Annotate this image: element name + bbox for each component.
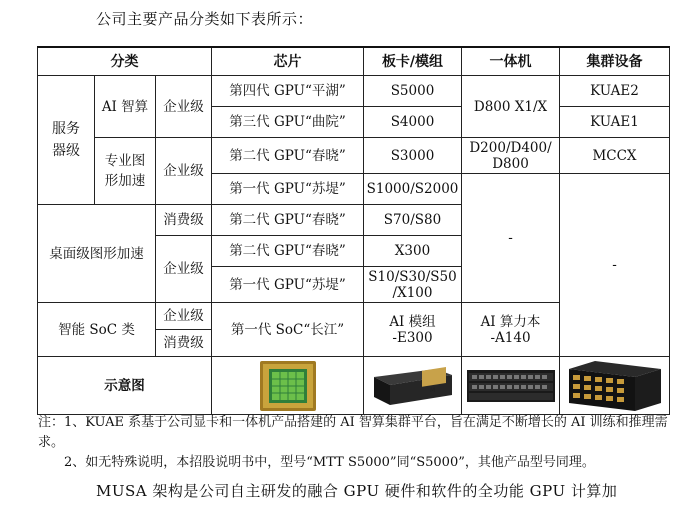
- footnote-2: 2、如无特殊说明，本招股说明书中，型号“MTT S5000”同“S5000”，其他产品型号同理。: [64, 455, 595, 470]
- aio-cell: D200/D400/ D800: [462, 138, 560, 174]
- cluster-cell: KUAE1: [560, 107, 670, 138]
- aio-image: [462, 357, 560, 415]
- board-cell: S4000: [364, 107, 462, 138]
- intro-text: 公司主要产品分类如下表所示：: [96, 10, 314, 28]
- chip-cell: 第二代 GPU“春晓”: [212, 236, 364, 267]
- chip-cell: 第二代 GPU“春晓”: [212, 138, 364, 174]
- table-row: [38, 138, 670, 174]
- cat-enterprise: 企业级: [156, 236, 212, 303]
- diagram-row: [38, 357, 670, 415]
- board-cell: S5000: [364, 76, 462, 107]
- chip-cell: 第三代 GPU“曲院”: [212, 107, 364, 138]
- cluster-cell: -: [560, 174, 670, 357]
- cat-consumer: 消费级: [156, 330, 212, 357]
- cluster-image: [560, 357, 670, 415]
- chip-cell: 第一代 GPU“苏堤”: [212, 174, 364, 205]
- aio-cell: D800 X1/X: [462, 76, 560, 138]
- chip-cell: 第一代 SoC“长江”: [212, 303, 364, 357]
- cat-enterprise: 企业级: [156, 303, 212, 330]
- cat-consumer: 消费级: [156, 205, 212, 236]
- board-cell: AI 模组 -E300: [364, 303, 462, 357]
- board-cell: S10/S30/S50 /X100: [364, 267, 462, 303]
- server-image: [465, 366, 557, 406]
- cat-desktop: 桌面级图形加速: [38, 205, 156, 303]
- board-cell: S3000: [364, 138, 462, 174]
- cluster-cell: MCCX: [560, 138, 670, 174]
- header-category: 分类: [38, 47, 212, 76]
- board-cell: S70/S80: [364, 205, 462, 236]
- gpu-chip-image: [254, 359, 322, 413]
- header-aio: 一体机: [462, 47, 560, 76]
- cat-server: 服务器级: [38, 76, 95, 205]
- cat-ai-compute: AI 智算: [95, 76, 156, 138]
- chip-image: [212, 357, 364, 415]
- header-row: [38, 47, 670, 76]
- aio-cell: -: [462, 174, 560, 303]
- cat-enterprise: 企业级: [156, 138, 212, 205]
- cat-soc: 智能 SoC 类: [38, 303, 156, 357]
- cat-pro-graphics: 专业图形加速: [95, 138, 156, 205]
- board-image: [364, 357, 462, 415]
- gpu-card-image: [370, 363, 456, 409]
- header-cluster: 集群设备: [560, 47, 670, 76]
- aio-cell: AI 算力本 -A140: [462, 303, 560, 357]
- cat-enterprise: 企业级: [156, 76, 212, 138]
- board-cell: X300: [364, 236, 462, 267]
- body-text: MUSA 架构是公司自主研发的融合 GPU 硬件和软件的全功能 GPU 计算加: [96, 482, 618, 500]
- cluster-rack-image: [565, 359, 665, 413]
- diagram-label: 示意图: [38, 357, 212, 415]
- chip-cell: 第一代 GPU“苏堤”: [212, 267, 364, 303]
- header-board: 板卡/模组: [364, 47, 462, 76]
- footnotes: [38, 413, 668, 473]
- chip-cell: 第四代 GPU“平湖”: [212, 76, 364, 107]
- svg-text:M: M: [429, 386, 435, 394]
- table-row: [38, 76, 670, 107]
- footnote-1: 注：1、KUAE 系基于公司显卡和一体机产品搭建的 AI 智算集群平台，旨在满足不断增长的 AI 训练和推理需求。: [38, 415, 668, 450]
- product-classification-table: [37, 46, 670, 415]
- chip-cell: 第二代 GPU“春晓”: [212, 205, 364, 236]
- board-cell: S1000/S2000: [364, 174, 462, 205]
- header-chip: 芯片: [212, 47, 364, 76]
- cluster-cell: KUAE2: [560, 76, 670, 107]
